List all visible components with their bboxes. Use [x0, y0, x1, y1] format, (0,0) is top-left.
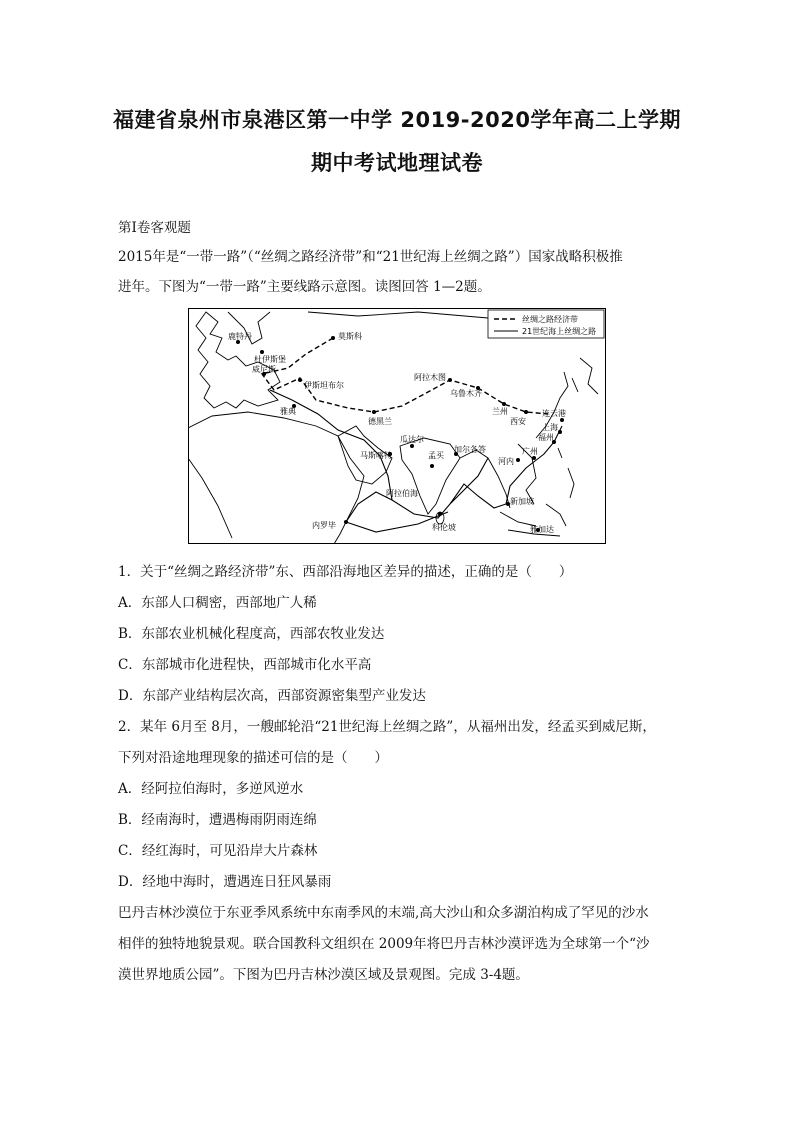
label-istanbul: 伊斯坦布尔: [304, 381, 344, 390]
intro-line2: 进年。下图为“一带一路”主要线路示意图。读图回答 1—2题。: [118, 279, 491, 295]
question-2-stem-line1: 2．某年 6月至 8月，一艘邮轮沿“21世纪海上丝绸之路”，从福州出发，经孟买到威尼斯，: [118, 719, 656, 735]
page-title-line1: 福建省泉州市泉港区第一中学 2019-2020学年高二上学期: [113, 108, 681, 132]
label-fuzhou: 福州: [538, 433, 554, 442]
passage2-line3: 漠世界地质公园”。下图为巴丹吉林沙漠区域及景观图。完成 3-4题。: [118, 967, 529, 983]
passage2-line1: 巴丹吉林沙漠位于东亚季风系统中东南季风的末端,高大沙山和众多湖泊构成了罕见的沙水: [118, 905, 649, 921]
label-moscow: 莫斯科: [338, 332, 362, 341]
question-2-option-a: A．经阿拉伯海时，多逆风逆水: [118, 781, 304, 797]
question-2-stem-line2: 下列对沿途地理现象的描述可信的是（ ）: [118, 750, 388, 766]
label-shanghai: 上海: [542, 423, 558, 432]
label-mumbai: 孟买: [428, 451, 444, 460]
label-arabian-sea: 阿拉伯海: [386, 489, 418, 498]
map-figure: [188, 308, 606, 544]
section-heading: 第Ⅰ卷客观题: [118, 220, 191, 236]
question-2-option-d: D．经地中海时，遭遇连日狂风暴雨: [118, 874, 332, 890]
label-xian: 西安: [510, 417, 526, 426]
label-nairobi: 内罗毕: [312, 521, 336, 530]
intro-line1: 2015年是“一带一路”（“丝绸之路经济带”和“21世纪海上丝绸之路”）国家战略积极推: [118, 249, 623, 265]
label-jakarta: 雅加达: [530, 525, 554, 534]
label-hanoi: 河内: [498, 457, 514, 466]
question-1-option-a: A．东部人口稠密，西部地广人稀: [118, 595, 317, 611]
label-venice: 威尼斯: [252, 365, 276, 374]
page-title-line2: 期中考试地理试卷: [311, 151, 483, 175]
label-duisburg: 杜伊斯堡: [254, 355, 286, 364]
question-1-stem: 1．关于“丝绸之路经济带”东、西部沿海地区差异的描述，正确的是（ ）: [118, 564, 573, 580]
label-guangzhou: 广州: [522, 447, 538, 456]
label-gwadar: 瓜达尔: [400, 435, 424, 444]
label-lianyungang: 连云港: [542, 409, 566, 418]
belt-road-map: [188, 308, 606, 544]
label-urumqi: 乌鲁木齐: [450, 389, 482, 398]
label-tehran: 德黑兰: [368, 417, 392, 426]
question-1-option-d: D．东部产业结构层次高，西部资源密集型产业发达: [118, 688, 426, 704]
label-muscat: 马斯喀特: [360, 451, 392, 460]
question-1-option-c: C．东部城市化进程快，西部城市化水平高: [118, 657, 372, 673]
label-athens: 雅典: [280, 407, 296, 416]
question-2-option-b: B．经南海时，遭遇梅雨阴雨连绵: [118, 812, 317, 828]
label-colombo: 科伦坡: [432, 523, 456, 532]
question-2-option-c: C．经红海时，可见沿岸大片森林: [118, 843, 318, 859]
question-1-option-b: B．东部农业机械化程度高，西部农牧业发达: [118, 626, 385, 642]
label-rotterdam: 鹿特丹: [228, 332, 252, 341]
label-almaty: 阿拉木图: [414, 373, 446, 382]
legend-sea-route: 21世纪海上丝绸之路: [522, 327, 597, 336]
label-kolkata: 加尔各答: [454, 445, 486, 454]
label-singapore: 新加坡: [510, 497, 534, 506]
passage2-line2: 相伴的独特地貌景观。联合国教科文组织在 2009年将巴丹吉林沙漠评选为全球第一个“沙: [118, 936, 650, 952]
label-lanzhou: 兰州: [492, 407, 508, 416]
legend-land-route: 丝绸之路经济带: [522, 315, 578, 324]
